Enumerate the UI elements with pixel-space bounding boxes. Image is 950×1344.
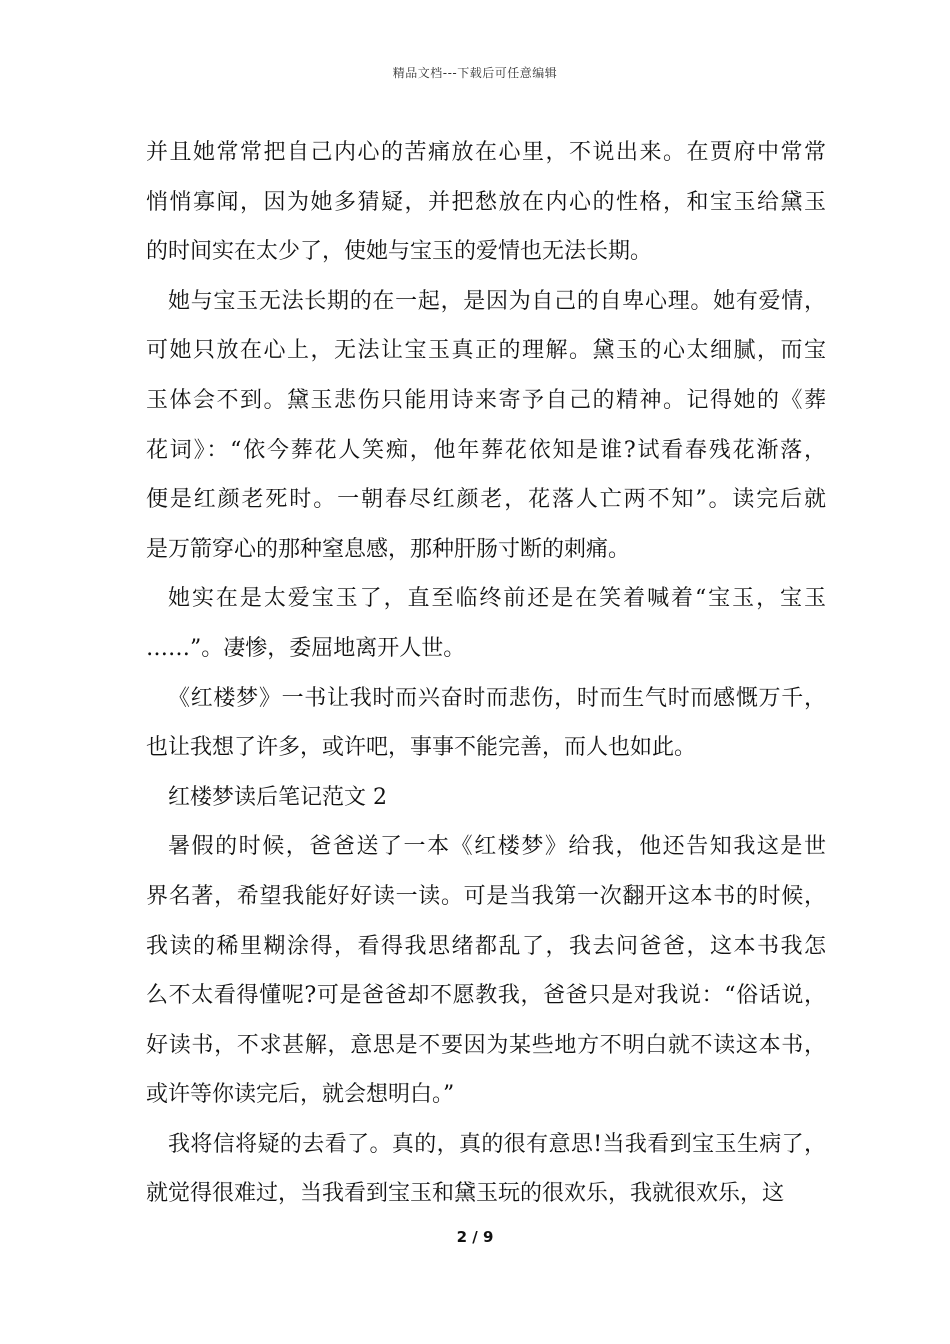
text-line: 我读的稀里糊涂得，看得我思绪都乱了，我去问爸爸，这本书我怎 [146,933,826,959]
text-line: 也让我想了许多，或许吧，事事不能完善，而人也如此。 [146,735,697,761]
text-line: 或许等你读完后，就会想明白。” [146,1082,455,1108]
paragraph [146,674,826,773]
text-line: 暑假的时候，爸爸送了一本《红楼梦》给我，他还告知我这是世 [168,834,826,860]
document-body [146,128,826,1219]
text-line: 是万箭穿心的那种窒息感，那种肝肠寸断的刺痛。 [146,536,631,562]
text-line: 便是红颜老死时。一朝春尽红颜老，花落人亡两不知”。读完后就 [146,487,826,513]
text-line: 《红楼梦》一书让我时而兴奋时而悲伤，时而生气时而感慨万千， [168,685,826,711]
text-line: 花词》：“依今葬花人笑痴，他年葬花依知是谁?试看春残花渐落， [146,437,826,463]
text-line: 她实在是太爱宝玉了，直至临终前还是在笑着喊着“宝玉，宝玉 [168,586,826,612]
paragraph [146,574,826,673]
page-number: 2 / 9 [456,1228,494,1246]
paragraph [146,1120,826,1219]
paragraph [146,277,826,575]
text-line: ……”。凄惨，委屈地离开人世。 [146,635,466,661]
text-line: 的时间实在太少了，使她与宝玉的爱情也无法长期。 [146,239,653,265]
text-line: 悄悄寡闻，因为她多猜疑，并把愁放在内心的性格，和宝玉给黛玉 [146,189,826,215]
text-line: 可她只放在心上，无法让宝玉真正的理解。黛玉的心太细腻，而宝 [146,338,826,364]
paragraph [146,773,826,823]
text-line: 么不太看得懂呢?可是爸爸却不愿教我，爸爸只是对我说：“俗话说， [146,983,826,1009]
text-line: 好读书，不求甚解，意思是不要因为某些地方不明白就不读这本书， [146,1032,826,1058]
text-line: 就觉得很难过，当我看到宝玉和黛玉玩的很欢乐，我就很欢乐，这 [146,1181,785,1207]
text-line: 并且她常常把自己内心的苦痛放在心里，不说出来。在贾府中常常 [146,140,826,165]
paragraph [146,128,826,277]
text-line: 红楼梦读后笔记范文 2 [168,784,387,810]
page-header: 精品文档---下载后可任意编辑 [392,66,558,80]
text-line: 她与宝玉无法长期的在一起，是因为自己的自卑心理。她有爱情， [168,288,826,314]
paragraph [146,822,826,1120]
text-line: 玉体会不到。黛玉悲伤只能用诗来寄予自己的精神。记得她的《葬 [146,387,826,413]
text-line: 我将信将疑的去看了。真的，真的很有意思!当我看到宝玉生病了， [168,1131,826,1157]
text-line: 界名著，希望我能好好读一读。可是当我第一次翻开这本书的时候， [146,883,826,909]
